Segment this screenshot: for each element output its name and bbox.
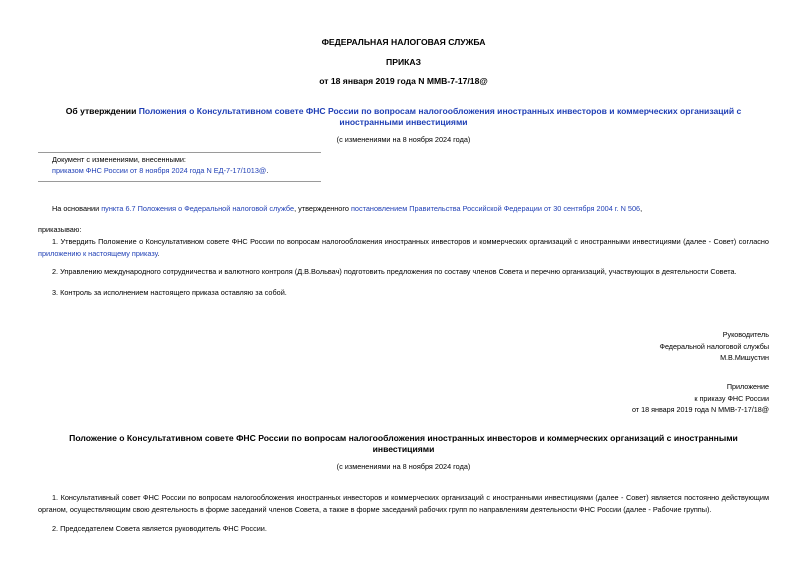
- signature-name: М.В.Мишустин: [720, 353, 769, 362]
- title-prefix: Об утверждении: [65, 106, 139, 116]
- preamble-text-3: ,: [640, 204, 643, 213]
- agency-name: ФЕДЕРАЛЬНАЯ НАЛОГОВАЯ СЛУЖБА: [321, 37, 486, 47]
- preamble: [52, 203, 769, 215]
- order-item-1: [38, 236, 769, 259]
- order-item-3: 3. Контроль за исполнением настоящего приказа оставляю за собой.: [52, 288, 287, 297]
- changes-box-top-divider: [38, 152, 321, 153]
- signature-organization: Федеральной налоговой службы: [659, 341, 769, 351]
- appendix-label: Приложение: [726, 382, 769, 391]
- changes-box-bottom-divider: [38, 181, 321, 182]
- regulation-paragraph-2: 2. Председателем Совета является руководитель ФНС России.: [52, 524, 267, 533]
- changes-entry: [52, 165, 268, 177]
- regulation-revision-note: (с изменениями на 8 ноября 2024 года): [336, 462, 471, 471]
- signature-block: [660, 329, 770, 364]
- item-1-end: .: [157, 248, 160, 258]
- document-date-number: от 18 января 2019 года N ММВ-7-17/18@: [319, 76, 488, 86]
- regulation-clause-link[interactable]: пункта 6.7 Положения о Федеральной налоговой службе: [101, 204, 295, 213]
- appendix-date: от 18 января 2019 года N ММВ-7-17/18@: [631, 405, 769, 414]
- revision-note: (с изменениями на 8 ноября 2024 года): [336, 135, 471, 144]
- item-1-text: 1. Утвердить Положение о Консультативном совете ФНС России по вопросам налогообложения иностранных инвесторов и коммерческих организаций с иностранными инвестициями (далее - Совет) согласно: [52, 237, 769, 246]
- regulation-link[interactable]: Положения о Консультативном совете ФНС России по вопросам налогообложения иностранных инвесторов и коммерческих организаций с иностранными инвестициями: [138, 106, 742, 127]
- appendix-link[interactable]: приложению к настоящему приказу: [38, 248, 158, 258]
- government-decree-link[interactable]: постановлением Правительства Российской Федерации от 30 сентября 2004 г. N 506: [350, 204, 641, 213]
- appendix-block: [632, 381, 769, 416]
- appendix-ref: к приказу ФНС России: [694, 393, 769, 403]
- amendment-order-link[interactable]: приказом ФНС России от 8 ноября 2024 года N ЕД-7-17/1013@: [52, 166, 267, 175]
- order-item-2: 2. Управлению международного сотрудничества и валютного контроля (Д.В.Вольвач) подготовить предложения по составу членов Совета и перечню организаций, участвующих в деятельности Совета.: [52, 267, 737, 276]
- signature-position: Руководитель: [722, 330, 769, 339]
- regulation-title: Положение о Консультативном совете ФНС России по вопросам налогообложения иностранных инвесторов и коммерческих организаций с иностранными инвестициями: [69, 433, 738, 454]
- document-title: [50, 106, 757, 128]
- document-type: ПРИКАЗ: [386, 57, 421, 67]
- amendment-suffix: .: [266, 166, 269, 175]
- regulation-paragraph-1: 1. Консультативный совет ФНС России по вопросам налогообложения иностранных инвесторов и коммерческих организаций с иностранными инвестициями (далее - Совет) является постоянно действующим органом, осуществляющим свою деятельность в форме заседаний членов Совета, а также в форме заседаний рабочих групп по направлениям деятельности ФНС России (далее - Рабочие группы).: [38, 493, 769, 514]
- changes-label: Документ с изменениями, внесенными:: [52, 155, 186, 164]
- order-word: приказываю:: [38, 225, 82, 234]
- preamble-text-1: На основании: [52, 204, 102, 213]
- preamble-text-2: , утвержденного: [294, 204, 351, 213]
